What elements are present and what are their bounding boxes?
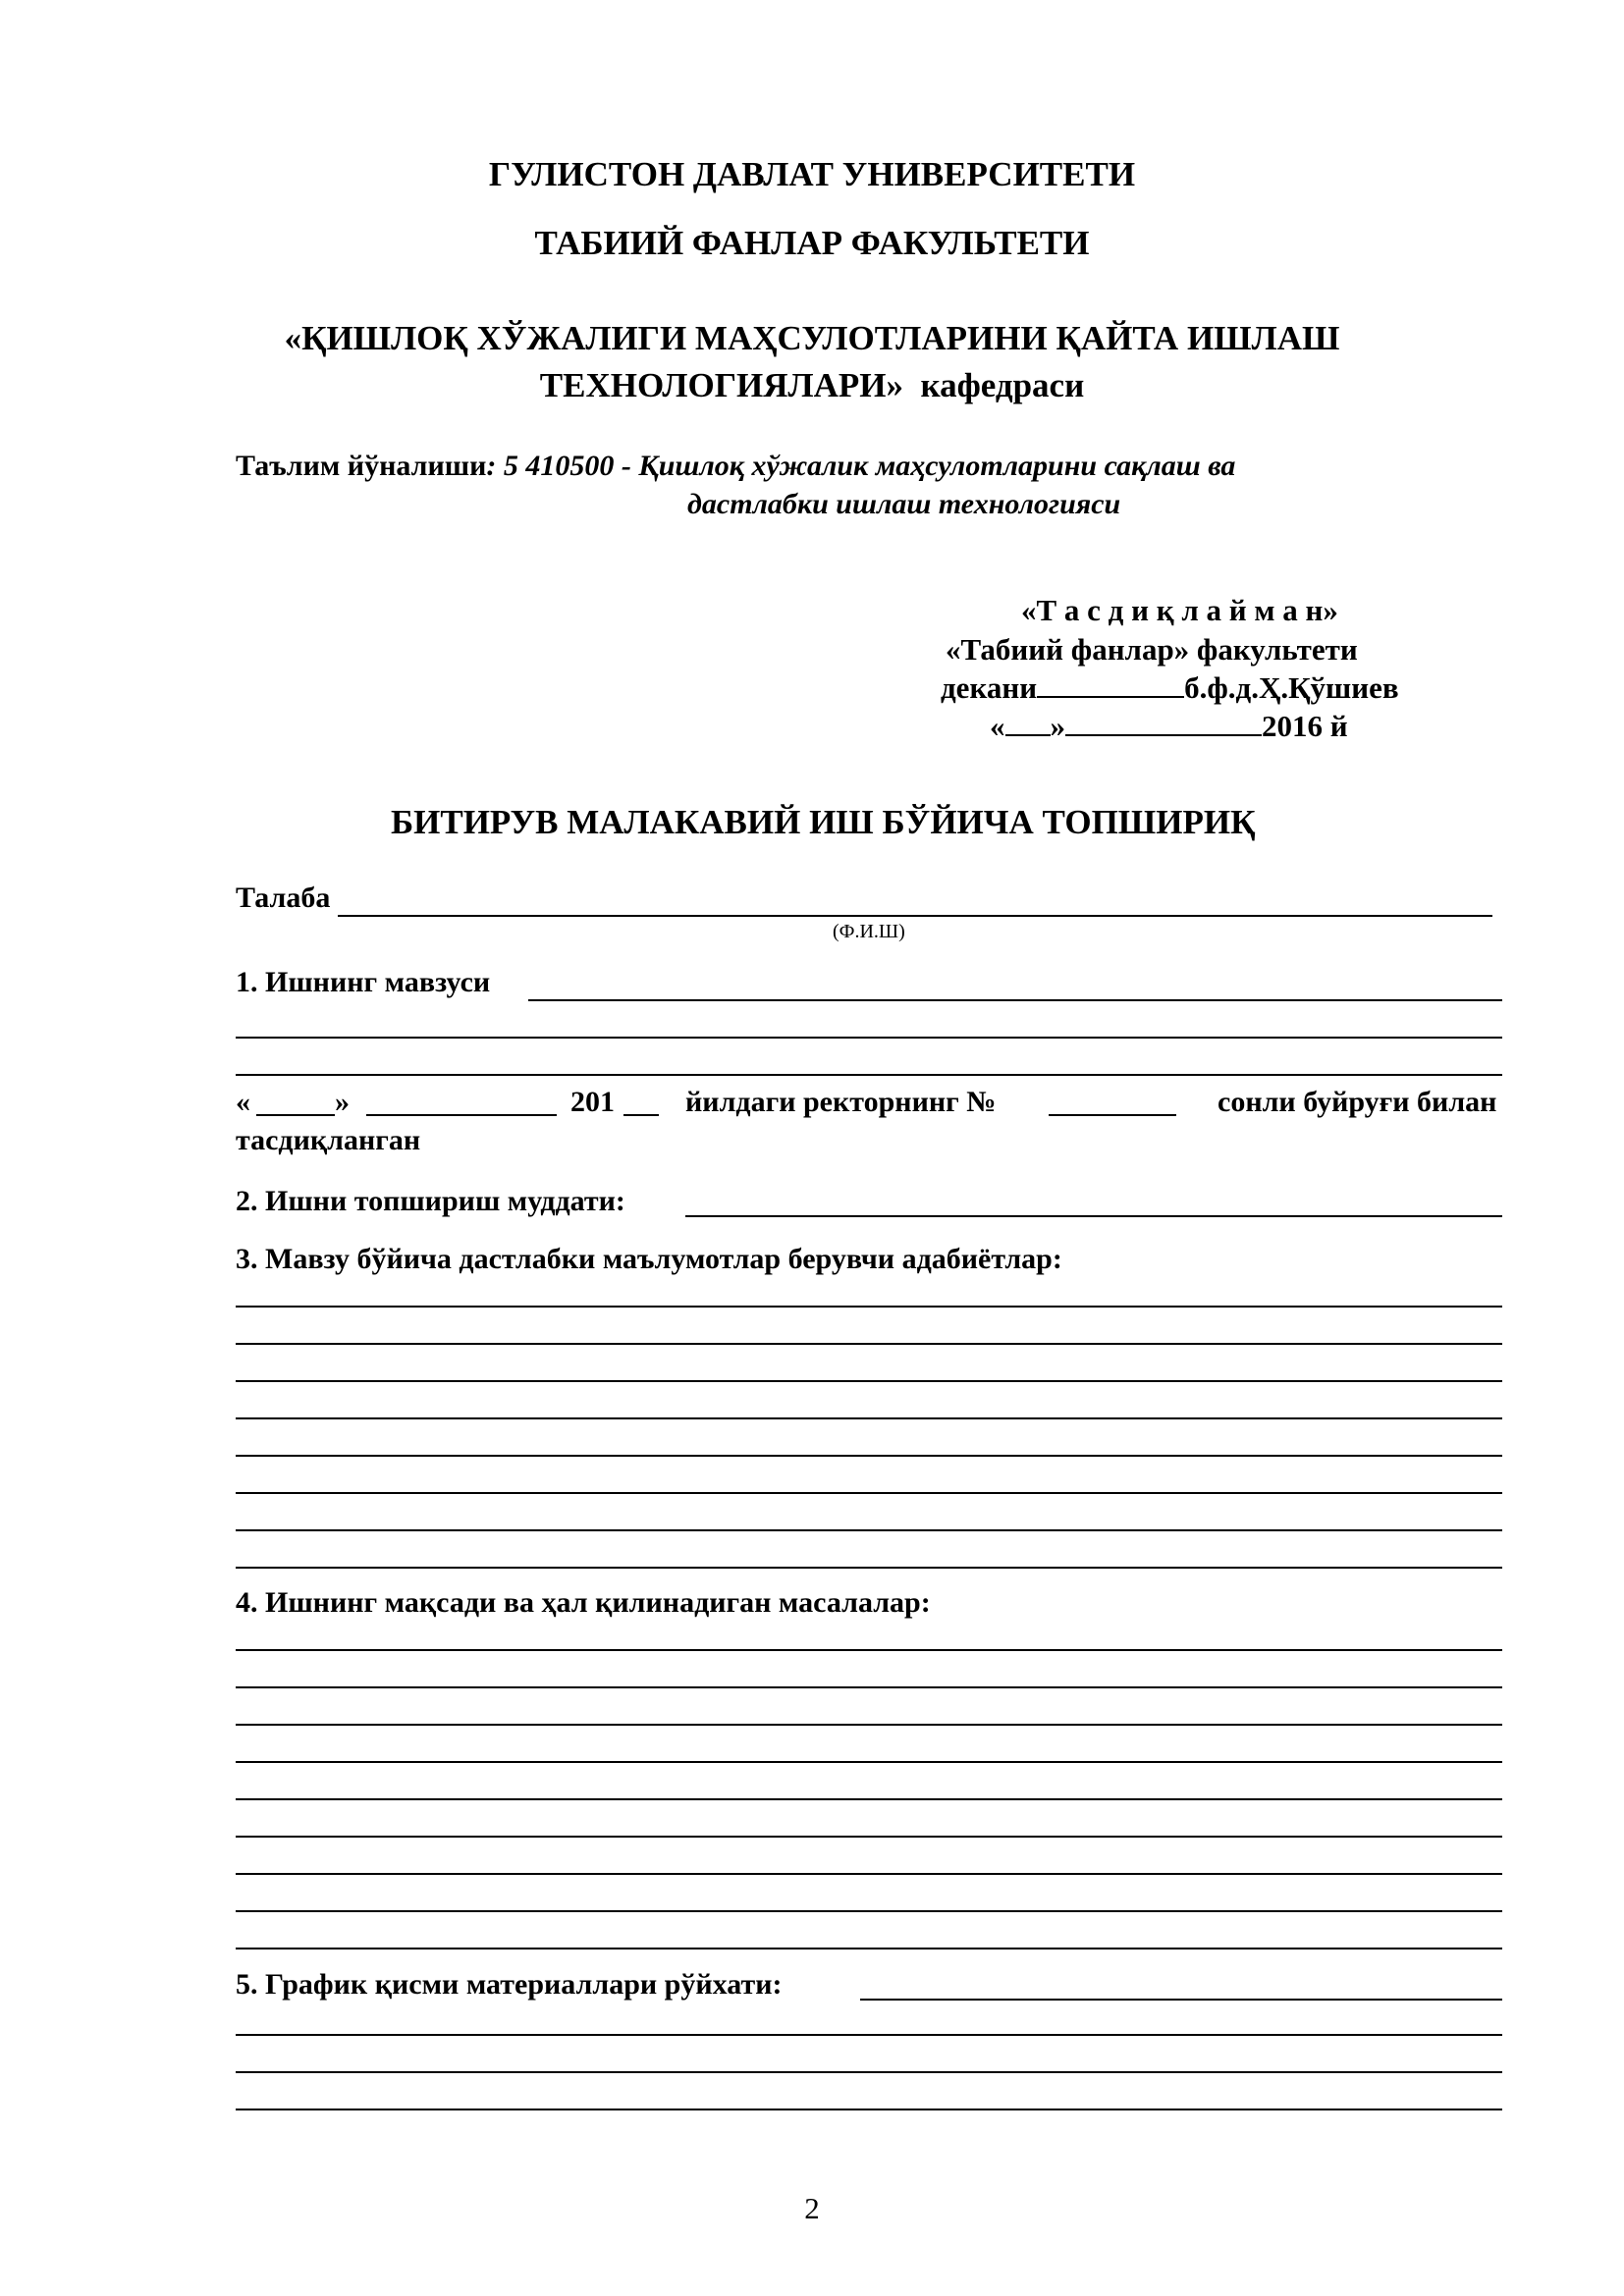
graphics-line-4: [236, 2109, 1502, 2110]
topic-line: [528, 999, 1502, 1001]
date-month-line: [1065, 733, 1262, 736]
university-name: ГУЛИСТОН ДАВЛАТ УНИВЕРСИТЕТИ: [488, 155, 1136, 193]
approval-dean: [941, 670, 1399, 706]
date-close-quote: »: [1050, 709, 1065, 743]
direction-label: Таълим йўналиши: [236, 450, 487, 482]
order-day-line: [256, 1114, 335, 1116]
student-label: Талаба: [236, 881, 331, 914]
literature-line-2: [236, 1343, 1502, 1345]
dean-name: б.ф.д.Ҳ.Қўшиев: [1184, 670, 1399, 705]
task-title: БИТИРУВ МАЛАКАВИЙ ИШ БЎЙИЧА ТОПШИРИҚ: [391, 803, 1256, 841]
order-open-quote: «: [236, 1086, 250, 1118]
student-caption: (Ф.И.Ш): [833, 921, 905, 942]
dean-label: декани: [941, 670, 1038, 705]
student-name-line: [338, 915, 1492, 917]
literature-line-8: [236, 1567, 1502, 1569]
goals-line-3: [236, 1724, 1502, 1726]
order-close-quote: »: [335, 1086, 350, 1118]
topic-label: 1. Ишнинг мавзуси: [236, 966, 491, 998]
literature-line-6: [236, 1492, 1502, 1494]
department-line2: [0, 366, 1624, 405]
direction-value: : 5 410500 - Қишлоқ хўжалик маҳсулотларини сақлаш ва: [486, 450, 1236, 482]
department-name: ТЕХНОЛОГИЯЛАРИ»: [539, 366, 903, 404]
literature-line-4: [236, 1417, 1502, 1419]
goals-line-5: [236, 1798, 1502, 1800]
deadline-line: [685, 1215, 1502, 1217]
goals-line-8: [236, 1910, 1502, 1912]
direction-line2: дастлабки ишлаш технологияси: [687, 488, 1121, 520]
approval-faculty: «Табиий фанлар» факультети: [946, 632, 1358, 667]
topic-line-3: [236, 1074, 1502, 1076]
order-approved: тасдиқланган: [236, 1124, 421, 1156]
order-text2: сонли буйруғи билан: [1218, 1086, 1497, 1118]
order-month-line: [366, 1114, 557, 1116]
literature-line-7: [236, 1529, 1502, 1531]
deadline-label: 2. Ишни топшириш муддати:: [236, 1185, 625, 1217]
department-line1: «ҚИШЛОҚ ХЎЖАЛИГИ МАҲСУЛОТЛАРИНИ ҚАЙТА ИШЛАШ: [284, 319, 1340, 357]
faculty-name: ТАБИИЙ ФАНЛАР ФАКУЛЬТЕТИ: [534, 224, 1090, 262]
order-number-line: [1049, 1114, 1176, 1116]
order-year-line: [623, 1114, 659, 1116]
goals-line-7: [236, 1873, 1502, 1875]
date-open-quote: «: [990, 709, 1005, 743]
date-year: 2016 й: [1262, 709, 1348, 743]
graphics-line-2: [236, 2034, 1502, 2036]
order-text1: йилдаги ректорнинг №: [685, 1086, 997, 1118]
literature-label: 3. Мавзу бўйича дастлабки маълумотлар берувчи адабиётлар:: [236, 1243, 1062, 1275]
graphics-line: [860, 1999, 1502, 2001]
literature-line-1: [236, 1306, 1502, 1308]
date-day-line: [1005, 733, 1051, 736]
goals-label: 4. Ишнинг мақсади ва ҳал қилинадиган масалалар:: [236, 1586, 931, 1619]
literature-line-3: [236, 1380, 1502, 1382]
approval-date: [990, 709, 1348, 744]
goals-line-4: [236, 1761, 1502, 1763]
direction-line1: [236, 450, 1235, 483]
approval-title: «Т а с д и қ л а й м а н»: [1021, 593, 1338, 627]
goals-line-9: [236, 1948, 1502, 1949]
literature-line-5: [236, 1455, 1502, 1457]
page-number: 2: [804, 2191, 820, 2225]
dean-signature-line: [1037, 695, 1184, 698]
goals-line-6: [236, 1836, 1502, 1838]
department-suffix: кафедраси: [920, 366, 1085, 404]
order-year: 201: [570, 1086, 615, 1118]
graphics-line-3: [236, 2071, 1502, 2073]
goals-line-1: [236, 1649, 1502, 1651]
topic-line-2: [236, 1037, 1502, 1039]
graphics-label: 5. График қисми материаллари рўйхати:: [236, 1968, 783, 2001]
goals-line-2: [236, 1686, 1502, 1688]
